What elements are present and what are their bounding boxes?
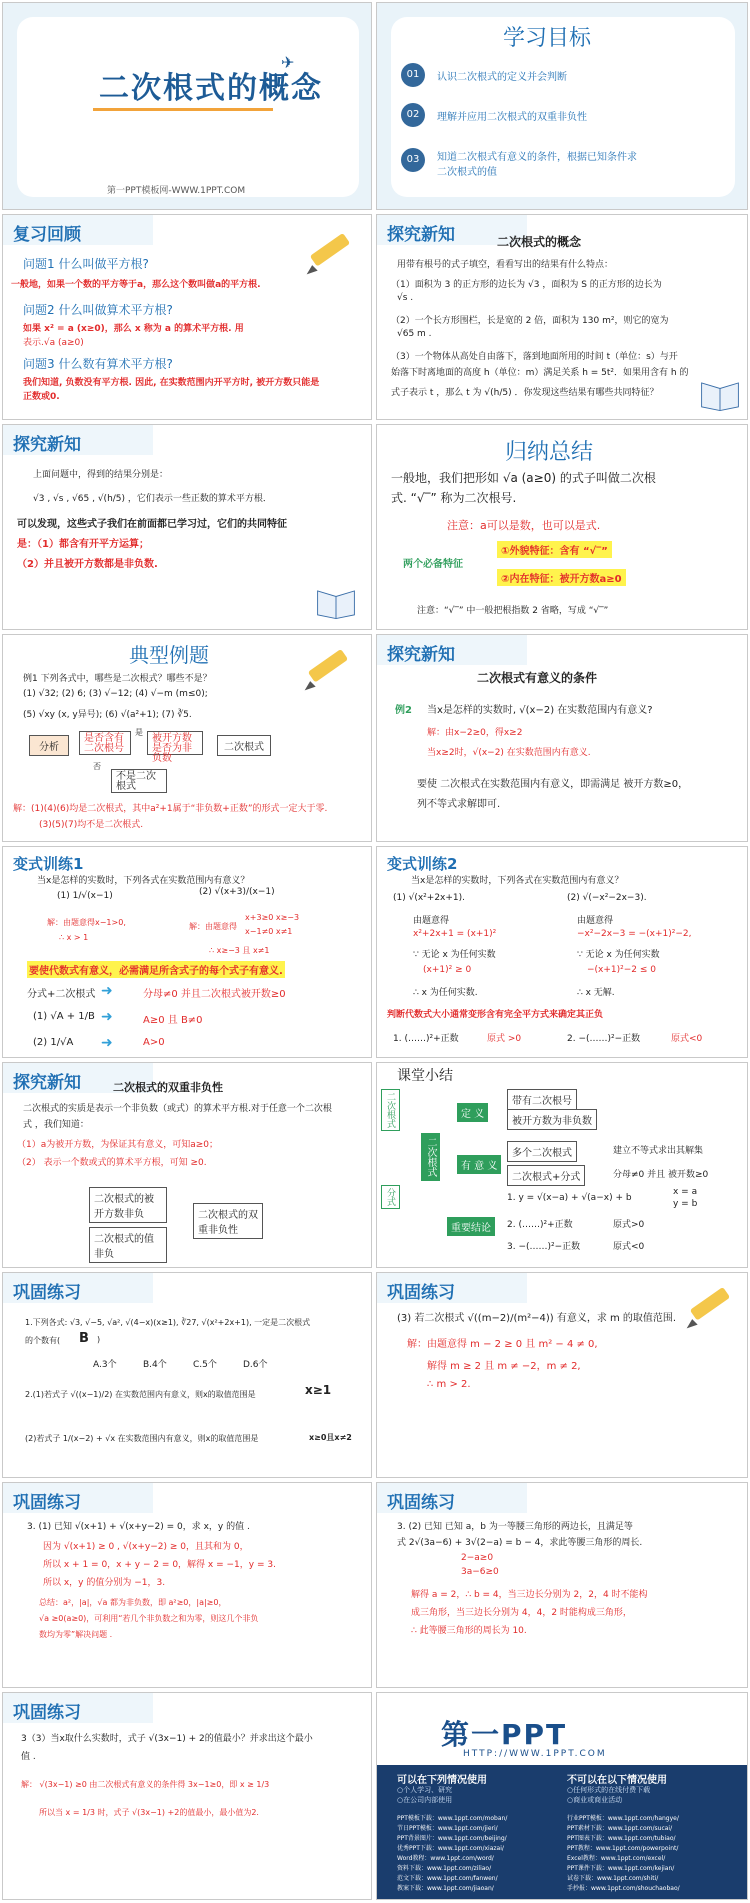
summary-3: 数均为零”解决问题 . — [39, 1630, 113, 1639]
solution-1a: 解：由题意得x−1>0, — [47, 918, 126, 927]
section-tag: 巩固练习 — [3, 1273, 153, 1303]
flow-no-label: 否 — [93, 762, 101, 771]
link-15[interactable]: 教案下载：www.1ppt.com/jiaoan/ — [397, 1885, 494, 1892]
book-icon — [313, 583, 359, 621]
text-line-5: （2）并且被开方数都是非负数. — [17, 559, 158, 570]
flow-analyze: 分析 — [29, 735, 69, 756]
node-meaning: 有 意 义 — [457, 1155, 501, 1174]
link-12[interactable]: PPT课件下载：www.1ppt.com/kejian/ — [567, 1865, 675, 1872]
site-url: HTTP://WWW.1PPT.COM — [463, 1749, 607, 1759]
conclusion-1-x: x = a — [673, 1187, 698, 1197]
slide-9[interactable] — [2, 846, 372, 1058]
slide-13[interactable] — [2, 1272, 372, 1478]
question-1: 1.下列各式: √3, √−5, √a², √(4−x)(x≥1), ∛27, √(x²+2x+1), 一定是二次根式 — [25, 1318, 311, 1327]
item-3: （3）一个物体从高处自由落下，落到地面所用的时间 t（单位：s）与开 — [391, 352, 678, 362]
book-icon — [697, 375, 743, 413]
text-line-3: 可以发现，这些式子我们在前面都已学习过，它们的共同特征 — [17, 519, 287, 530]
section-tag: 探究新知 — [377, 635, 527, 665]
option-a: A.3个 — [93, 1360, 117, 1370]
question-3: 问题3 什么数有算术平方根? — [23, 357, 173, 371]
feature-1: ①外貌特征：含有 “√‾” — [497, 541, 612, 558]
question-2: 值 . — [21, 1752, 36, 1762]
question-1: 3. (2) 已知 已知 a，b 为一等腰三角形的两边长，且满足等 — [397, 1522, 633, 1532]
link-13[interactable]: 范文下载：www.1ppt.com/fanwen/ — [397, 1875, 498, 1882]
slide-5[interactable] — [2, 424, 372, 630]
solution-b5: ∴ x 无解. — [577, 988, 615, 998]
solution-a2: x²+2x+1 = (x+1)² — [413, 929, 497, 939]
text-line-3: （1）a为被开方数，为保证其有意义，可知a≥0； — [17, 1140, 219, 1150]
item-2b: √65 m . — [397, 329, 432, 339]
goal-number-3: 03 — [401, 148, 425, 172]
question: 3. (1) 已知 √(x+1) + √(x+y−2) = 0，求 x，y 的值 . — [27, 1522, 250, 1532]
section-tag: 变式训练1 — [13, 855, 84, 873]
link-9[interactable]: Word教程：www.1ppt.com/word/ — [397, 1855, 494, 1862]
item-1b: √s . — [397, 293, 414, 303]
arrow-icon: ➜ — [101, 983, 113, 999]
text-line-4: 是：（1）都含有开平方运算； — [17, 539, 149, 550]
option-c: C.5个 — [193, 1360, 217, 1370]
can-use-item-1: ○个人学习、研究 — [397, 1786, 453, 1794]
problem-2: (2) √(x+3)/(x−1) — [199, 887, 275, 897]
text-line-1: 二次根式的实质是表示一个非负数（或式）的算术平方根.对于任意一个二次根 — [23, 1104, 332, 1114]
solution-2b: x+3≥0 x≥−3 — [245, 913, 300, 922]
heading: 二次根式的概念 — [497, 235, 582, 249]
solution-a3: ∵ 无论 x 为任何实数 — [413, 950, 496, 960]
slide-11[interactable] — [2, 1062, 372, 1268]
slide-2[interactable] — [376, 2, 748, 210]
meaning-item-2: 二次根式+分式 — [507, 1165, 585, 1186]
cannot-use-title: 不可以在以下情况使用 — [567, 1775, 667, 1786]
item-1: （1）面积为 3 的正方形的边长为 √3 ，面积为 S 的正方形的边长为 — [391, 280, 662, 290]
question-1-prompt: 的个数有( — [25, 1336, 61, 1345]
node-definition: 定 义 — [457, 1103, 488, 1122]
item-3b: 始落下时离地面的高度 h（单位：m）满足关系 h = 5t²．如果用含有 h 的 — [391, 368, 689, 378]
item-2: （2）一个长方形围栏，长是宽的 2 倍，面积为 130 m²，则它的宽为 — [391, 316, 669, 326]
slide-18[interactable] — [376, 1692, 748, 1900]
conclusion-2: 2. (……)²+正数 — [507, 1220, 573, 1230]
question-3: (2)若式子 1/(x−2) + √x 在实数范围内有意义，则x的取值范围是 — [25, 1434, 259, 1443]
condition-1: 2−a≥0 — [461, 1553, 494, 1563]
condition-2: 3a−6≥0 — [461, 1567, 499, 1577]
slide-1[interactable] — [2, 2, 372, 210]
solution-1: 解得 a = 2，∴ b = 4，当三边长分别为 2，2，4 时不能构 — [411, 1590, 648, 1600]
solution-2c: x−1≠0 x≠1 — [245, 927, 293, 936]
pencil-icon — [683, 1277, 738, 1332]
intro-text: 用带有根号的式子填空，看看写出的结果有什么特点： — [397, 260, 614, 270]
solution-2a: 解：由题意得 — [189, 922, 237, 931]
conclusion-1: 要使 二次根式在实数范围内有意义，即需满足 被开方数≥0， — [417, 779, 689, 790]
can-use-item-2: ○在公司内部使用 — [397, 1796, 453, 1804]
text-line-2: 式 ，我们知道： — [23, 1120, 89, 1130]
solution-b3: ∵ 无论 x 为任何实数 — [577, 950, 660, 960]
tip-text: 注意：“√‾” 中一般把根指数 2 省略，写成 “√‾” — [417, 606, 609, 616]
can-use-title: 可以在下列情况使用 — [397, 1775, 487, 1786]
summary-box-3: 二次根式的双重非负性 — [193, 1203, 263, 1239]
summary-2: √a ≥0(a≥0)，可利用“若几个非负数之和为零，则这几个非负 — [39, 1614, 259, 1623]
title-text: 二次根式的概念 — [99, 71, 323, 106]
meaning-result-2: 分母≠0 并且 被开数≥0 — [613, 1170, 709, 1180]
link-2[interactable]: 行业PPT模板：www.1ppt.com/hangye/ — [567, 1815, 679, 1822]
solution-1: 因为 √(x+1) ≥ 0 , √(x+y−2) ≥ 0，且其和为 0， — [43, 1542, 249, 1552]
section-tag: 探究新知 — [377, 215, 527, 245]
solution-2: 解得 m ≥ 2 且 m ≠ −2，m ≠ 2, — [427, 1361, 581, 1372]
answer-2: (3)(5)(7)均不是二次根式. — [39, 820, 144, 830]
link-7[interactable]: 优秀PPT下载：www.1ppt.com/xiazai/ — [397, 1845, 504, 1852]
rocket-icon: ✈ — [281, 53, 295, 72]
rule-1-right: 分母≠0 并且二次根式被开数≥0 — [143, 989, 286, 1000]
solution-2: 所以 x + 1 = 0，x + y − 2 = 0，解得 x = −1，y = 3. — [43, 1560, 276, 1570]
pencil-icon — [301, 639, 356, 694]
side-label-b: 分式 — [381, 1185, 400, 1209]
question-2: 问题2 什么叫做算术平方根? — [23, 303, 173, 317]
example-label: 例2 — [395, 705, 412, 716]
rule-2-right: A≥0 且 B≠0 — [143, 1015, 203, 1026]
answer-2: x≥1 — [305, 1383, 332, 1397]
solution-1: 解：由x−2≥0，得x≥2 — [427, 728, 523, 738]
flow-nonnegative: 被开方数是否为非负数 — [147, 731, 203, 755]
question-1: 3（3）当x取什么实数时，式子 √(3x−1) + 2的值最小？并求出这个最小 — [21, 1734, 313, 1744]
formula-1: 1. (……)²+正数 — [393, 1034, 459, 1044]
summary-1: 总结：a²，|a|，√a 都为非负数，即 a²≥0，|a|≥0， — [39, 1598, 227, 1607]
example-line-2: (1) √32; (2) 6; (3) √−12; (4) √−m (m≤0); — [23, 689, 208, 699]
rule-3-left: (2) 1/√A — [33, 1037, 74, 1048]
option-d: D.6个 — [243, 1360, 268, 1370]
question-2: 2.(1)若式子 √((x−1)/2) 在实数范围内有意义，则x的取值范围是 — [25, 1390, 256, 1399]
section-tag: 复习回顾 — [3, 215, 153, 245]
banner: 判断代数式大小通常变形含有完全平方式来确定其正负 — [387, 1010, 604, 1020]
answer-1: B — [79, 1331, 89, 1346]
text-line-1: 上面问题中，得到的结果分别是： — [33, 470, 169, 480]
solution-3: ∴ m > 2. — [427, 1379, 471, 1390]
slide-12[interactable] — [376, 1062, 748, 1268]
formula-2-result: 原式<0 — [671, 1034, 703, 1044]
solution-3: ∴ 此等腰三角形的周长为 10. — [411, 1626, 527, 1636]
summary-box-1: 二次根式的被开方数非负 — [89, 1187, 167, 1223]
solution-b4: −(x+1)²−2 ≤ 0 — [587, 965, 657, 975]
link-1[interactable]: PPT模板下载：www.1ppt.com/moban/ — [397, 1815, 508, 1822]
example-line-1: 例1 下列各式中，哪些是二次根式？哪些不是？ — [23, 674, 212, 684]
formula-2: 2. −(……)²−正数 — [567, 1034, 641, 1044]
formula-1-result: 原式 >0 — [487, 1034, 522, 1044]
arrow-icon: ➜ — [101, 1009, 113, 1025]
goal-number-2: 02 — [401, 103, 425, 127]
answer-3a: 我们知道, 负数没有平方根. 因此, 在实数范围内开平方时, 被开方数只能是 — [23, 378, 320, 388]
pencil-icon — [303, 223, 358, 278]
problem-1: (1) 1/√(x−1) — [57, 891, 113, 901]
solution-b1: 由题意得 — [577, 916, 614, 926]
answer-1: 一般地，如果一个数的平方等于a，那么这个数叫做a的平方根. — [11, 280, 261, 290]
slide-14[interactable] — [376, 1272, 748, 1478]
feature-label: 两个必备特征 — [403, 559, 463, 570]
slide-8[interactable] — [376, 634, 748, 842]
meaning-item-1: 多个二次根式 — [507, 1141, 577, 1162]
link-8[interactable]: PPT教程：www.1ppt.com/powerpoint/ — [567, 1845, 679, 1852]
solution-1: 解：由题意得 m − 2 ≥ 0 且 m² − 4 ≠ 0, — [407, 1339, 598, 1350]
section-tag: 探究新知 — [3, 1063, 153, 1093]
link-5[interactable]: PPT背景图片：www.1ppt.com/beijing/ — [397, 1835, 507, 1842]
link-11[interactable]: 资料下载：www.1ppt.com/ziliao/ — [397, 1865, 492, 1872]
meaning-result-1: 建立不等式求出其解集 — [613, 1146, 704, 1156]
section-tag: 巩固练习 — [377, 1483, 527, 1513]
goal-text-1: 认识二次根式的定义并会判断 — [437, 72, 567, 83]
text-line-4: （2） 表示一个数或式的算术平方根，可知 ≥0. — [17, 1158, 207, 1168]
question-2: 式 2√(3a−6) + 3√(2−a) = b − 4，求此等腰三角形的周长. — [397, 1538, 643, 1548]
slide-title: 归纳总结 — [505, 440, 594, 465]
rule-2-left: (1) √A + 1/B — [33, 1011, 95, 1022]
solution-2: 成三角形，当三边长分别为 4，4，2 时能构成三角形， — [411, 1608, 632, 1618]
banner: 要使代数式有意义，必需满足所含式子的每个式子有意义. — [27, 961, 285, 978]
arrow-icon: ➜ — [101, 1035, 113, 1051]
solution-1b: ∴ x > 1 — [59, 933, 89, 942]
example-question: 当x是怎样的实数时, √(x−2) 在实数范围内有意义? — [427, 705, 653, 716]
question-1: 问题1 什么叫做平方根? — [23, 257, 149, 271]
logo-text: 第一PPT — [441, 1718, 568, 1751]
conclusion-1: 1. y = √(x−a) + √(a−x) + b — [507, 1193, 632, 1203]
rule-1-left: 分式+二次根式 — [27, 989, 96, 1000]
flow-not-radical: 不是二次根式 — [111, 769, 167, 793]
answer-3: x≥0且x≠2 — [309, 1433, 352, 1442]
flow-is-radical: 二次根式 — [217, 735, 271, 756]
example-line-3: (5) √xy (x, y异号); (6) √(a²+1); (7) ∛5. — [23, 710, 192, 720]
problem-1: (1) √(x²+2x+1). — [393, 893, 466, 903]
slide-15[interactable] — [2, 1482, 372, 1688]
slide-16[interactable] — [376, 1482, 748, 1688]
slide-title: 课堂小结 — [397, 1068, 453, 1084]
conclusion-2: 列不等式求解即可. — [417, 799, 501, 810]
solution-1: 解： √(3x−1) ≥0 由二次根式有意义的条件得 3x−1≥0，即 x ≥ 1/3 — [21, 1780, 270, 1789]
note-text: 注意：a可以是数，也可以是式. — [447, 519, 601, 532]
conclusion-3: 3. −(……)²−正数 — [507, 1242, 581, 1252]
side-label-a: 二次根式 — [381, 1089, 400, 1131]
goal-number-1: 01 — [401, 63, 425, 87]
link-6[interactable]: PPT图表下载：www.1ppt.com/tubiao/ — [567, 1835, 676, 1842]
slide-7[interactable] — [2, 634, 372, 842]
link-16[interactable]: 手抄报：www.1ppt.com/shouchaobao/ — [567, 1885, 680, 1892]
node-conclusion: 重要结论 — [447, 1217, 495, 1236]
slide-4[interactable] — [376, 214, 748, 420]
text-line-2: √3 , √s , √65 , √(h/5) ，它们表示一些正数的算术平方根． — [33, 494, 272, 504]
solution-a4: (x+1)² ≥ 0 — [423, 965, 472, 975]
problem-2: (2) √(−x²−2x−3). — [567, 893, 647, 903]
goal-text-3b: 二次根式的值 — [437, 167, 497, 178]
cannot-use-item-1: ○任何形式的在线付费下载 — [567, 1786, 651, 1794]
solution-a1: 由题意得 — [413, 916, 450, 926]
feature-2: ②内在特征：被开方数a≥0 — [497, 569, 626, 586]
slide-title: 典型例题 — [129, 643, 209, 667]
section-tag: 巩固练习 — [377, 1273, 527, 1303]
solution-b2: −x²−2x−3 = −(x+1)²−2, — [577, 929, 692, 939]
question: 当x是怎样的实数时，下列各式在实数范围内有意义？ — [37, 876, 250, 886]
goal-text-3a: 知道二次根式有意义的条件，根据已知条件求 — [437, 152, 637, 163]
section-tag: 巩固练习 — [3, 1693, 153, 1723]
solution-3: 所以 x，y 的值分别为 −1，3. — [43, 1578, 166, 1588]
definition-1: 一般地，我们把形如 √a (a≥0) 的式子叫做二次根 — [391, 471, 656, 485]
heading: 二次根式的双重非负性 — [113, 1081, 223, 1094]
solution-2: 当x≥2时，√(x−2) 在实数范围内有意义. — [427, 748, 591, 758]
conclusion-1-y: y = b — [673, 1199, 698, 1209]
question: (3) 若二次根式 √((m−2)/(m²−4)) 有意义，求 m 的取值范围. — [397, 1313, 677, 1324]
solution-2d: ∴ x≥−3 且 x≠1 — [209, 946, 270, 955]
solution-a5: ∴ x 为任何实数. — [413, 988, 478, 998]
link-3[interactable]: 节日PPT模板：www.1ppt.com/jieri/ — [397, 1825, 498, 1832]
definition-2: 式. “√‾” 称为二次根号. — [391, 491, 517, 505]
rule-3-right: A>0 — [143, 1037, 165, 1048]
section-tag: 巩固练习 — [3, 1483, 153, 1513]
summary-box-2: 二次根式的值非负 — [89, 1227, 167, 1263]
goal-text-2: 理解并应用二次根式的双重非负性 — [437, 112, 587, 123]
def-item-1: 带有二次根号 — [507, 1089, 577, 1110]
flow-has-radical: 是否含有二次根号 — [79, 731, 131, 755]
flow-yes-label: 是 — [135, 728, 143, 737]
hub-node: 二次根式 — [421, 1133, 440, 1181]
def-item-2: 被开方数为非负数 — [507, 1109, 597, 1130]
item-3c: 式子表示 t ，那么 t 为 √(h/5) ．你发现这些结果有哪些共同特征？ — [391, 388, 659, 398]
option-b: B.4个 — [143, 1360, 167, 1370]
solution-2: 所以当 x = 1/3 时，式子 √(3x−1) +2的值最小，最小值为2. — [39, 1808, 259, 1817]
link-4[interactable]: PPT素材下载：www.1ppt.com/sucai/ — [567, 1825, 673, 1832]
link-14[interactable]: 试卷下载：www.1ppt.com/shiti/ — [567, 1875, 659, 1882]
section-tag: 探究新知 — [3, 425, 153, 455]
slide-6[interactable] — [376, 424, 748, 630]
slide-10[interactable] — [376, 846, 748, 1058]
footer-text: 第一PPT模板网-WWW.1PPT.COM — [107, 186, 246, 196]
answer-2b: 表示.√a (a≥0) — [23, 338, 84, 348]
link-10[interactable]: Excel教程：www.1ppt.com/excel/ — [567, 1855, 666, 1862]
heading: 二次根式有意义的条件 — [477, 671, 598, 685]
question: 当x是怎样的实数时，下列各式在实数范围内有意义？ — [411, 876, 624, 886]
cannot-use-item-2: ○商业或商业活动 — [567, 1796, 623, 1804]
answer-2a: 如果 x² = a (x≥0)，那么 x 称为 a 的算术平方根. 用 — [23, 324, 244, 334]
slide-17[interactable] — [2, 1692, 372, 1900]
answer-1: 解：(1)(4)(6)均是二次根式，其中a²+1属于“非负数+正数”的形式一定大于零. — [13, 804, 328, 814]
conclusion-3-result: 原式<0 — [613, 1242, 645, 1252]
conclusion-2-result: 原式>0 — [613, 1220, 645, 1230]
slide-title: 学习目标 — [503, 26, 592, 51]
question-1-close: ) — [97, 1335, 101, 1344]
answer-3b: 正数或0. — [23, 392, 60, 402]
slide-3[interactable] — [2, 214, 372, 420]
title-underline — [93, 108, 273, 111]
section-tag: 变式训练2 — [387, 855, 458, 873]
